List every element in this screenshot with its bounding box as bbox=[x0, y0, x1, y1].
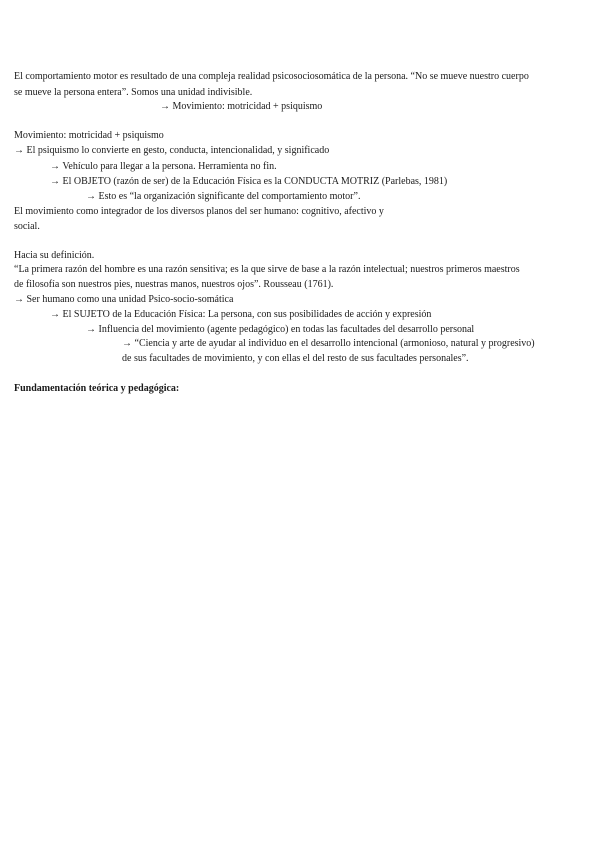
definition-heading: Hacia su definición. bbox=[14, 250, 95, 261]
intro-arrow-line: → Movimiento: motricidad + psiquismo bbox=[160, 101, 323, 112]
definition-item-1a: → El SUJETO de la Educación Física: La persona, con sus posibilidades de acción y expresión bbox=[50, 309, 432, 320]
intro-line-2: se mueve la persona entera”. Somos una unidad indivisible. bbox=[14, 87, 253, 98]
integrator-line-1: El movimiento como integrador de los diversos planos del ser humano: cognitivo, afectivo y bbox=[14, 206, 384, 217]
definition-quote-line-2: de sus facultades de movimiento, y con ellas el del resto de sus facultades personales”. bbox=[122, 353, 469, 364]
quote-line-1: “La primera razón del hombre es una razón sensitiva; es la que sirve de base a la razón intelectual; nuestros primeros maestros bbox=[14, 264, 520, 275]
intro-line-1: El comportamiento motor es resultado de una compleja realidad psicosociosomática de la persona. “No se mueve nuestro cuerpo bbox=[14, 71, 529, 82]
definition-item-1a-i: → Influencia del movimiento (agente pedagógico) en todas las facultades del desarrollo personal bbox=[86, 324, 475, 335]
movement-item-1b-i: → Esto es “la organización significante del comportamiento motor”. bbox=[86, 191, 361, 202]
foundation-heading: Fundamentación teórica y pedagógica: bbox=[14, 383, 180, 394]
movement-item-1a: → Vehículo para llegar a la persona. Herramienta no fin. bbox=[50, 161, 277, 172]
integrator-line-2: social. bbox=[14, 221, 40, 232]
definition-item-1: → Ser humano como una unidad Psico-socio-somática bbox=[14, 294, 234, 305]
movement-item-1: → El psiquismo lo convierte en gesto, conducta, intencionalidad, y significado bbox=[14, 145, 330, 156]
definition-quote-line-1: → “Ciencia y arte de ayudar al individuo en el desarrollo intencional (armonioso, natural y progresivo) bbox=[122, 338, 535, 349]
movement-heading: Movimiento: motricidad + psiquismo bbox=[14, 130, 164, 141]
quote-line-2: de filosofía son nuestros pies, nuestras manos, nuestros ojos”. Rousseau (1761). bbox=[14, 279, 334, 290]
movement-item-1b: → El OBJETO (razón de ser) de la Educación Física es la CONDUCTA MOTRIZ (Parlebas, 1981) bbox=[50, 176, 448, 187]
